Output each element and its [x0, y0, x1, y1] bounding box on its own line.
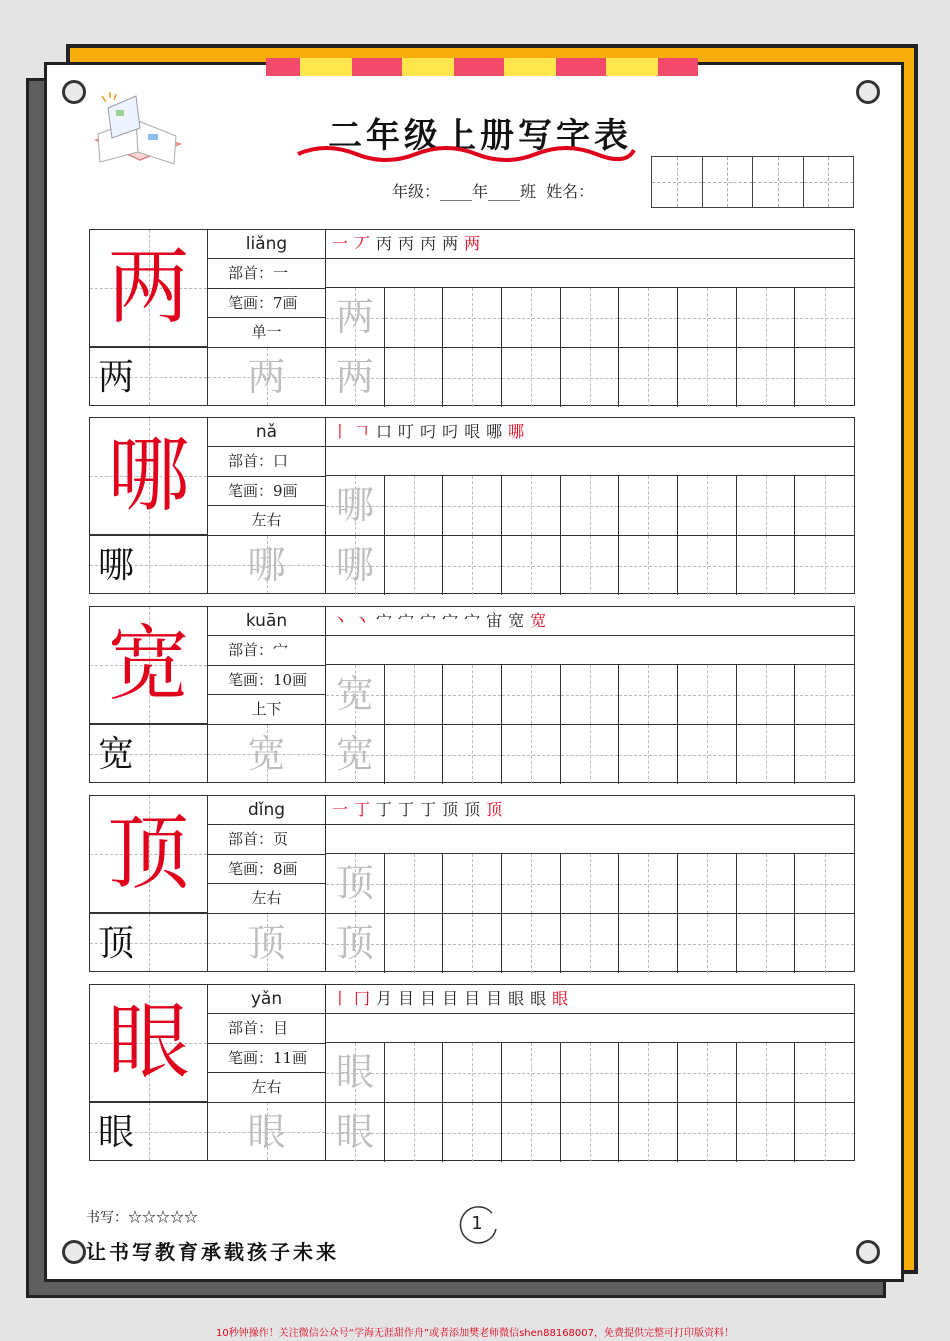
character-info	[208, 607, 326, 724]
slogan: 让书写教育承载孩子未来	[86, 1240, 339, 1264]
stroke-step: 丆	[354, 234, 377, 253]
practice-cell[interactable]	[795, 725, 854, 784]
trace-cell[interactable]	[326, 536, 385, 595]
model-character	[90, 230, 208, 347]
stroke-step: 宽	[508, 611, 531, 630]
practice-cell[interactable]	[502, 1103, 561, 1162]
practice-cell[interactable]	[619, 854, 678, 913]
practice-cell[interactable]	[561, 476, 620, 535]
practice-cell[interactable]	[561, 725, 620, 784]
practice-cell[interactable]	[385, 1043, 444, 1102]
radical: 部首：页	[208, 825, 325, 854]
copy-cell	[90, 348, 208, 405]
punch-hole-icon	[62, 80, 86, 104]
stroke-step: 宀	[398, 611, 421, 630]
structure: 上下	[251, 699, 282, 718]
trace-character: 顶	[247, 921, 286, 965]
practice-cell[interactable]	[619, 725, 678, 784]
stroke-step: 哏	[464, 422, 487, 441]
stroke-order	[326, 418, 854, 447]
trace-cell[interactable]	[208, 914, 325, 971]
trace-cell[interactable]	[208, 1103, 325, 1160]
structure: 左右	[251, 888, 282, 907]
stroke-step: 哪	[508, 422, 531, 441]
practice-cell[interactable]	[385, 536, 444, 595]
copy-cell	[90, 536, 208, 593]
practice-cell[interactable]	[385, 348, 444, 407]
stroke-step: 一	[332, 800, 355, 819]
stroke-order	[326, 985, 854, 1014]
practice-cell[interactable]	[561, 348, 620, 407]
practice-grid-row	[326, 913, 854, 972]
model-character-text: 顶	[107, 806, 190, 901]
blank-line	[326, 636, 854, 665]
practice-cell[interactable]	[443, 1103, 502, 1162]
practice-grid-row	[326, 854, 854, 913]
model-character	[90, 985, 208, 1102]
practice-cell[interactable]	[737, 725, 796, 784]
punch-hole-icon	[856, 1240, 880, 1264]
stroke-step: 顶	[486, 800, 509, 819]
trace-character: 眼	[335, 1110, 374, 1154]
blank-line	[326, 259, 854, 288]
stroke-step: 宀	[442, 611, 465, 630]
practice-cell[interactable]	[443, 665, 502, 724]
stroke-step: 目	[464, 989, 487, 1008]
practice-cell[interactable]	[502, 665, 561, 724]
practice-cell[interactable]	[678, 288, 737, 347]
stroke-step: 口	[376, 422, 399, 441]
student-info-line: 年级：____年____班 姓名：	[392, 182, 595, 201]
stroke-order	[326, 230, 854, 259]
trace-character: 两	[247, 355, 286, 399]
practice-cell[interactable]	[737, 914, 796, 973]
copy-cell	[90, 725, 208, 782]
trace-cell[interactable]	[326, 914, 385, 973]
stroke-step: 一	[332, 234, 355, 253]
practice-cell[interactable]	[385, 914, 444, 973]
practice-cell[interactable]	[443, 476, 502, 535]
practice-cell[interactable]	[561, 665, 620, 724]
trace-character: 宽	[335, 732, 374, 776]
practice-cell[interactable]	[795, 288, 854, 347]
name-box[interactable]	[703, 157, 754, 207]
stroke-step: 丨	[332, 989, 355, 1008]
practice-cell[interactable]	[678, 1043, 737, 1102]
practice-cell[interactable]	[561, 854, 620, 913]
trace-character: 顶	[335, 861, 374, 905]
practice-grid-row	[326, 347, 854, 406]
copy-cell	[90, 1103, 208, 1160]
pinyin: kuān	[208, 607, 325, 636]
punch-hole-icon	[856, 80, 880, 104]
copy-row	[90, 347, 326, 405]
copy-cell	[90, 914, 208, 971]
practice-cell[interactable]	[385, 1103, 444, 1162]
practice-cell[interactable]	[561, 914, 620, 973]
practice-cell[interactable]	[678, 536, 737, 595]
practice-cell[interactable]	[385, 725, 444, 784]
writing-rating: 书写：☆☆☆☆☆	[86, 1210, 198, 1226]
practice-grid-row	[326, 476, 854, 535]
trace-character: 宽	[247, 732, 286, 776]
trace-character: 两	[335, 295, 374, 339]
trace-character: 眼	[335, 1050, 374, 1094]
stroke-count: 笔画：11画	[208, 1044, 325, 1073]
practice-cell[interactable]	[502, 854, 561, 913]
trace-cell[interactable]	[326, 476, 385, 535]
stroke-step: 目	[442, 989, 465, 1008]
copy-character: 哪	[98, 545, 135, 586]
practice-cell[interactable]	[502, 476, 561, 535]
practice-cell[interactable]	[619, 665, 678, 724]
practice-cell[interactable]	[385, 288, 444, 347]
practice-cell[interactable]	[795, 536, 854, 595]
practice-cell[interactable]	[795, 348, 854, 407]
practice-cell[interactable]	[678, 725, 737, 784]
practice-cell[interactable]	[795, 1103, 854, 1162]
practice-cell[interactable]	[737, 665, 796, 724]
stroke-count: 笔画：10画	[208, 666, 325, 695]
stroke-step: 宽	[530, 611, 553, 630]
practice-cell[interactable]	[561, 1043, 620, 1102]
practice-cell[interactable]	[561, 1103, 620, 1162]
model-character-text: 两	[107, 240, 190, 335]
practice-cell[interactable]	[502, 536, 561, 595]
structure: 单一	[251, 322, 282, 341]
model-character	[90, 607, 208, 724]
trace-cell[interactable]	[326, 725, 385, 784]
trace-cell[interactable]	[326, 288, 385, 347]
name-box[interactable]	[652, 157, 703, 207]
stroke-step: 丁	[420, 800, 443, 819]
copy-row	[90, 913, 326, 971]
stroke-count: 笔画：9画	[208, 477, 325, 506]
blank-line	[326, 1014, 854, 1043]
practice-cell[interactable]	[737, 536, 796, 595]
character-info	[208, 985, 326, 1102]
page-number: 1	[471, 1213, 483, 1234]
pinyin: liǎng	[208, 230, 325, 259]
trace-cell[interactable]	[208, 725, 325, 782]
stroke-step: 眼	[552, 989, 575, 1008]
stroke-step: 顶	[464, 800, 487, 819]
pinyin: dǐng	[208, 796, 325, 825]
practice-grid-row	[326, 288, 854, 347]
practice-grid-row	[326, 1043, 854, 1102]
trace-character: 哪	[335, 543, 374, 587]
stroke-step: 顶	[442, 800, 465, 819]
stroke-count: 笔画：7画	[208, 289, 325, 318]
trace-cell[interactable]	[326, 854, 385, 913]
practice-cell[interactable]	[795, 476, 854, 535]
practice-cell[interactable]	[619, 348, 678, 407]
title-underline-decoration	[296, 140, 636, 166]
blank-line	[326, 447, 854, 476]
practice-cell[interactable]	[678, 1103, 737, 1162]
copy-character: 眼	[98, 1112, 135, 1153]
practice-cell[interactable]	[619, 1043, 678, 1102]
practice-cell[interactable]	[443, 725, 502, 784]
stroke-step: 丶	[354, 611, 377, 630]
stroke-step: 宀	[376, 611, 399, 630]
character-info	[208, 418, 326, 535]
stroke-step: 宀	[464, 611, 487, 630]
stroke-step: 目	[420, 989, 443, 1008]
stroke-step: 叼	[420, 422, 443, 441]
trace-cell[interactable]	[326, 1103, 385, 1162]
radical: 部首：口	[208, 447, 325, 476]
practice-cell[interactable]	[737, 854, 796, 913]
stroke-step: 丙	[376, 234, 399, 253]
practice-cell[interactable]	[443, 1043, 502, 1102]
copy-row	[90, 535, 326, 593]
footer-notice: 10秒钟操作！关注微信公众号“学海无涯甜作舟”或者添加樊老师微信shen88168007，免费提供完整可打印版资料！	[215, 1328, 735, 1339]
practice-cell[interactable]	[619, 536, 678, 595]
practice-cell[interactable]	[619, 914, 678, 973]
stroke-step: 丁	[398, 800, 421, 819]
character-block	[89, 606, 855, 783]
open-book-icon	[88, 88, 188, 168]
trace-cell[interactable]	[208, 536, 325, 593]
practice-grid-row	[326, 1102, 854, 1161]
stroke-step: 宀	[420, 611, 443, 630]
copy-character: 两	[98, 357, 135, 398]
stroke-count: 笔画：8画	[208, 855, 325, 884]
practice-cell[interactable]	[737, 1043, 796, 1102]
stroke-order	[326, 607, 854, 636]
character-block	[89, 984, 855, 1161]
trace-character: 哪	[247, 543, 286, 587]
radical: 部首：宀	[208, 636, 325, 665]
practice-cell[interactable]	[502, 914, 561, 973]
pinyin: nǎ	[208, 418, 325, 447]
practice-cell[interactable]	[678, 476, 737, 535]
practice-cell[interactable]	[385, 476, 444, 535]
practice-cell[interactable]	[737, 288, 796, 347]
trace-character: 哪	[335, 483, 374, 527]
page-title: 二年级上册写字表	[328, 116, 632, 156]
model-character-text: 眼	[107, 995, 190, 1090]
stroke-step: 丶	[332, 611, 355, 630]
practice-cell[interactable]	[502, 725, 561, 784]
practice-cell[interactable]	[795, 1043, 854, 1102]
character-block	[89, 417, 855, 594]
practice-cell[interactable]	[737, 348, 796, 407]
model-character	[90, 418, 208, 535]
practice-cell[interactable]	[502, 1043, 561, 1102]
practice-cell[interactable]	[619, 1103, 678, 1162]
copy-row	[90, 1102, 326, 1160]
character-block	[89, 229, 855, 406]
practice-cell[interactable]	[443, 288, 502, 347]
stroke-order	[326, 796, 854, 825]
stroke-step: 两	[442, 234, 465, 253]
practice-cell[interactable]	[737, 476, 796, 535]
pinyin: yǎn	[208, 985, 325, 1014]
stroke-step: 丨	[332, 422, 355, 441]
practice-cell[interactable]	[502, 288, 561, 347]
practice-cell[interactable]	[561, 536, 620, 595]
practice-cell[interactable]	[502, 348, 561, 407]
practice-grid-row	[326, 724, 854, 783]
character-info	[208, 796, 326, 913]
copy-character: 宽	[98, 734, 135, 775]
practice-cell[interactable]	[678, 665, 737, 724]
practice-cell[interactable]	[619, 288, 678, 347]
practice-cell[interactable]	[385, 665, 444, 724]
copy-character: 顶	[98, 923, 135, 964]
character-info	[208, 230, 326, 347]
trace-character: 宽	[335, 672, 374, 716]
punch-hole-icon	[62, 1240, 86, 1264]
practice-grid-row	[326, 665, 854, 724]
practice-cell[interactable]	[795, 854, 854, 913]
stroke-step: 两	[464, 234, 487, 253]
trace-cell[interactable]	[326, 665, 385, 724]
stroke-step: 冂	[354, 989, 377, 1008]
copy-row	[90, 724, 326, 782]
practice-cell[interactable]	[561, 288, 620, 347]
trace-character: 两	[335, 355, 374, 399]
practice-cell[interactable]	[795, 665, 854, 724]
stroke-step: 𠃍	[354, 422, 377, 441]
trace-character: 眼	[247, 1110, 286, 1154]
radical: 部首：目	[208, 1014, 325, 1043]
stroke-step: 目	[398, 989, 421, 1008]
practice-cell[interactable]	[678, 914, 737, 973]
stroke-step: 眼	[508, 989, 531, 1008]
practice-cell[interactable]	[619, 476, 678, 535]
character-block	[89, 795, 855, 972]
stroke-step: 丁	[354, 800, 377, 819]
trace-cell[interactable]	[326, 348, 385, 407]
trace-cell[interactable]	[208, 348, 325, 405]
model-character	[90, 796, 208, 913]
trace-character: 顶	[335, 921, 374, 965]
name-box[interactable]	[804, 157, 854, 207]
stroke-step: 叼	[442, 422, 465, 441]
practice-cell[interactable]	[443, 348, 502, 407]
practice-grid-row	[326, 535, 854, 594]
practice-cell[interactable]	[795, 914, 854, 973]
trace-cell[interactable]	[326, 1043, 385, 1102]
practice-cell[interactable]	[678, 348, 737, 407]
stroke-step: 丙	[398, 234, 421, 253]
practice-cell[interactable]	[385, 854, 444, 913]
stroke-step: 目	[486, 989, 509, 1008]
stroke-step: 眼	[530, 989, 553, 1008]
stroke-step: 月	[376, 989, 399, 1008]
structure: 左右	[251, 1077, 282, 1096]
structure: 左右	[251, 510, 282, 529]
practice-cell[interactable]	[443, 914, 502, 973]
stroke-step: 哪	[486, 422, 509, 441]
model-character-text: 哪	[107, 428, 190, 523]
stroke-step: 宙	[486, 611, 509, 630]
stroke-step: 叮	[398, 422, 421, 441]
blank-line	[326, 825, 854, 854]
name-box[interactable]	[753, 157, 804, 207]
model-character-text: 宽	[107, 617, 190, 712]
name-boxes[interactable]	[651, 156, 854, 208]
practice-cell[interactable]	[737, 1103, 796, 1162]
radical: 部首：一	[208, 259, 325, 288]
practice-cell[interactable]	[443, 536, 502, 595]
practice-cell[interactable]	[443, 854, 502, 913]
stroke-step: 丙	[420, 234, 443, 253]
practice-cell[interactable]	[678, 854, 737, 913]
stroke-step: 丁	[376, 800, 399, 819]
